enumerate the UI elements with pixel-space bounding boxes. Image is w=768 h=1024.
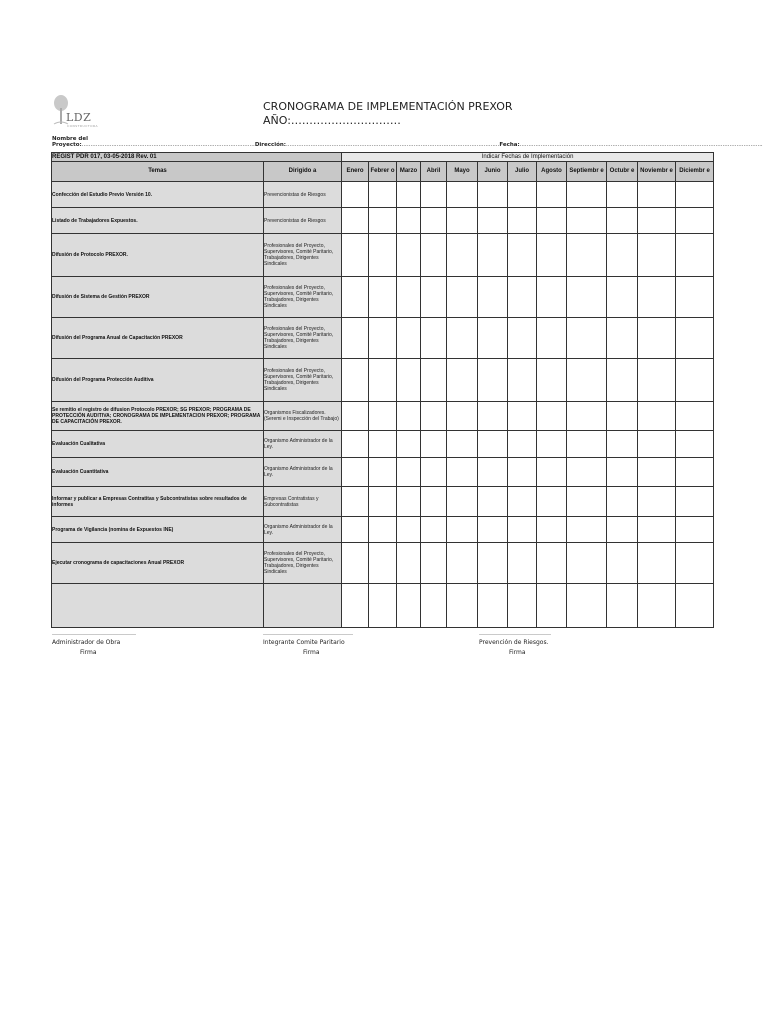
date-cell[interactable] bbox=[537, 431, 567, 458]
date-cell[interactable] bbox=[607, 543, 638, 584]
tema-cell: Se remitio el registro de difusion Protocolo PREXOR; SG PREXOR; PROGRAMA DE PROTECCIÓN AUDITIVA; CRONOGRAMA DE IMPLEMENTACION PREXOR; PROGRAMA DE CAPACITACIÓN PREXOR. bbox=[52, 402, 264, 431]
date-cell[interactable] bbox=[638, 182, 676, 208]
dirigido-cell: Profesionales del Proyecto, Supervisores, Comité Paritario, Trabajadores, Dirigentes Sindicales bbox=[264, 234, 342, 277]
date-cell[interactable] bbox=[447, 431, 478, 458]
date-cell[interactable] bbox=[537, 359, 567, 402]
date-cell[interactable] bbox=[638, 359, 676, 402]
date-cell[interactable] bbox=[638, 517, 676, 543]
date-cell[interactable] bbox=[397, 277, 421, 318]
date-cell[interactable] bbox=[607, 277, 638, 318]
date-cell[interactable] bbox=[478, 543, 508, 584]
date-cell[interactable] bbox=[638, 543, 676, 584]
dirigido-cell: Prevencionistas de Riesgos bbox=[264, 208, 342, 234]
date-label: Fecha: bbox=[499, 142, 520, 148]
date-cell[interactable] bbox=[447, 208, 478, 234]
date-cell[interactable] bbox=[638, 458, 676, 487]
signature-line: ……………………………………… bbox=[263, 630, 353, 637]
date-cell[interactable] bbox=[676, 277, 714, 318]
col-month: Septiembr e bbox=[567, 162, 607, 182]
date-cell[interactable] bbox=[421, 182, 447, 208]
date-cell[interactable] bbox=[397, 359, 421, 402]
date-cell[interactable] bbox=[342, 431, 369, 458]
date-cell[interactable] bbox=[537, 182, 567, 208]
date-cell[interactable] bbox=[397, 584, 421, 628]
date-cell[interactable] bbox=[638, 208, 676, 234]
date-cell[interactable] bbox=[607, 487, 638, 517]
date-cell[interactable] bbox=[447, 584, 478, 628]
date-cell[interactable] bbox=[421, 458, 447, 487]
tema-cell: Difusión de Sistema de Gestión PREXOR bbox=[52, 277, 264, 318]
date-cell[interactable] bbox=[567, 182, 607, 208]
date-cell[interactable] bbox=[508, 318, 537, 359]
address-field: .......................................................................................................................... bbox=[286, 142, 500, 148]
col-month: Julio bbox=[508, 162, 537, 182]
date-cell[interactable] bbox=[478, 402, 508, 431]
date-cell[interactable] bbox=[369, 431, 397, 458]
col-temas: Temas bbox=[52, 162, 264, 182]
date-cell[interactable] bbox=[447, 487, 478, 517]
date-cell[interactable] bbox=[508, 402, 537, 431]
schedule-table bbox=[51, 152, 714, 628]
date-cell[interactable] bbox=[342, 182, 369, 208]
date-cell[interactable] bbox=[676, 431, 714, 458]
date-cell[interactable] bbox=[397, 318, 421, 359]
date-cell[interactable] bbox=[567, 458, 607, 487]
signature-comite bbox=[263, 630, 353, 656]
date-cell[interactable] bbox=[342, 487, 369, 517]
dirigido-cell: Organismos Fiscalizadores. (Seremi e Inspección del Trabajo) bbox=[264, 402, 342, 431]
date-cell[interactable] bbox=[567, 318, 607, 359]
date-cell[interactable] bbox=[421, 359, 447, 402]
project-meta-line bbox=[52, 136, 768, 148]
logo-text: LDZ bbox=[66, 111, 92, 124]
date-cell[interactable] bbox=[567, 487, 607, 517]
date-cell[interactable] bbox=[369, 584, 397, 628]
date-cell[interactable] bbox=[397, 517, 421, 543]
date-cell[interactable] bbox=[508, 487, 537, 517]
date-cell[interactable] bbox=[478, 431, 508, 458]
date-cell[interactable] bbox=[447, 458, 478, 487]
table-row bbox=[52, 182, 714, 208]
date-cell[interactable] bbox=[508, 234, 537, 277]
date-cell[interactable] bbox=[478, 208, 508, 234]
date-cell[interactable] bbox=[676, 584, 714, 628]
date-cell[interactable] bbox=[676, 517, 714, 543]
date-cell[interactable] bbox=[447, 277, 478, 318]
date-cell[interactable] bbox=[638, 234, 676, 277]
date-cell[interactable] bbox=[607, 517, 638, 543]
date-cell[interactable] bbox=[607, 458, 638, 487]
date-cell[interactable] bbox=[567, 543, 607, 584]
date-cell[interactable] bbox=[567, 584, 607, 628]
date-cell[interactable] bbox=[369, 458, 397, 487]
date-cell[interactable] bbox=[537, 318, 567, 359]
tema-cell: Difusión del Programa Anual de Capacitación PREXOR bbox=[52, 318, 264, 359]
date-cell[interactable] bbox=[607, 234, 638, 277]
date-cell[interactable] bbox=[369, 318, 397, 359]
date-cell[interactable] bbox=[537, 277, 567, 318]
date-cell[interactable] bbox=[369, 487, 397, 517]
date-cell[interactable] bbox=[369, 208, 397, 234]
date-cell[interactable] bbox=[537, 487, 567, 517]
date-cell[interactable] bbox=[342, 458, 369, 487]
date-cell[interactable] bbox=[676, 234, 714, 277]
date-cell[interactable] bbox=[478, 318, 508, 359]
date-cell[interactable] bbox=[397, 458, 421, 487]
date-cell[interactable] bbox=[369, 234, 397, 277]
table-row bbox=[52, 402, 714, 431]
date-cell[interactable] bbox=[508, 277, 537, 318]
date-cell[interactable] bbox=[421, 234, 447, 277]
dirigido-cell: Profesionales del Proyecto, Supervisores, Comité Paritario, Trabajadores, Dirigentes Sindicales bbox=[264, 277, 342, 318]
col-month: Noviembr e bbox=[638, 162, 676, 182]
date-cell[interactable] bbox=[397, 402, 421, 431]
date-cell[interactable] bbox=[607, 402, 638, 431]
date-cell[interactable] bbox=[421, 431, 447, 458]
date-cell[interactable] bbox=[676, 543, 714, 584]
date-cell[interactable] bbox=[607, 359, 638, 402]
dirigido-cell: Profesionales del Proyecto, Supervisores, Comité Paritario, Trabajadores, Dirigentes Sindicales bbox=[264, 318, 342, 359]
col-month: Agosto bbox=[537, 162, 567, 182]
date-cell[interactable] bbox=[607, 584, 638, 628]
tema-cell: Difusión del Programa Protección Auditiva bbox=[52, 359, 264, 402]
date-cell[interactable] bbox=[478, 517, 508, 543]
date-cell[interactable] bbox=[342, 543, 369, 584]
date-cell[interactable] bbox=[676, 182, 714, 208]
date-cell[interactable] bbox=[607, 318, 638, 359]
date-cell[interactable] bbox=[478, 487, 508, 517]
signature-role: Administrador de Obra bbox=[52, 639, 121, 646]
date-cell[interactable] bbox=[369, 277, 397, 318]
col-month: Junio bbox=[478, 162, 508, 182]
table-row bbox=[52, 234, 714, 277]
tema-cell: Confección del Estudio Previo Versión 10. bbox=[52, 182, 264, 208]
dirigido-cell: Profesionales del Proyecto, Supervisores, Comité Paritario, Trabajadores, Dirigentes Sindicales bbox=[264, 359, 342, 402]
date-cell[interactable] bbox=[421, 517, 447, 543]
date-cell[interactable] bbox=[447, 182, 478, 208]
date-cell[interactable] bbox=[397, 182, 421, 208]
signature-line: …………………………………… bbox=[52, 630, 136, 637]
col-dirigido: Dirigido a bbox=[264, 162, 342, 182]
dirigido-cell bbox=[264, 584, 342, 628]
date-cell[interactable] bbox=[447, 359, 478, 402]
date-cell[interactable] bbox=[607, 431, 638, 458]
date-cell[interactable] bbox=[537, 234, 567, 277]
date-cell[interactable] bbox=[567, 208, 607, 234]
col-month: Abril bbox=[421, 162, 447, 182]
col-month: Diciembr e bbox=[676, 162, 714, 182]
date-cell[interactable] bbox=[342, 234, 369, 277]
signature-firma: Firma bbox=[80, 649, 97, 656]
date-cell[interactable] bbox=[508, 182, 537, 208]
col-month: Enero bbox=[342, 162, 369, 182]
date-cell[interactable] bbox=[447, 517, 478, 543]
date-cell[interactable] bbox=[369, 182, 397, 208]
date-cell[interactable] bbox=[537, 458, 567, 487]
date-cell[interactable] bbox=[676, 359, 714, 402]
date-cell[interactable] bbox=[508, 359, 537, 402]
date-cell[interactable] bbox=[508, 584, 537, 628]
date-cell[interactable] bbox=[478, 234, 508, 277]
date-cell[interactable] bbox=[508, 517, 537, 543]
tema-cell: Informar y publicar a Empresas Contratitas y Subcontratistas sobre resultados de informes bbox=[52, 487, 264, 517]
year-field: AÑO:………………………… bbox=[263, 114, 401, 127]
page-title: CRONOGRAMA DE IMPLEMENTACIÓN PREXOR bbox=[263, 100, 513, 113]
date-cell[interactable] bbox=[397, 543, 421, 584]
date-cell[interactable] bbox=[397, 487, 421, 517]
date-cell[interactable] bbox=[607, 182, 638, 208]
date-field: ........................................................................................................................................... bbox=[519, 142, 763, 148]
date-cell[interactable] bbox=[342, 359, 369, 402]
date-cell[interactable] bbox=[567, 517, 607, 543]
date-cell[interactable] bbox=[342, 402, 369, 431]
signature-role: Prevención de Riesgos. bbox=[479, 639, 549, 646]
date-cell[interactable] bbox=[478, 359, 508, 402]
date-cell[interactable] bbox=[397, 234, 421, 277]
dirigido-cell: Organismo Administrador de la Ley. bbox=[264, 431, 342, 458]
date-cell[interactable] bbox=[342, 208, 369, 234]
col-month: Octubr e bbox=[607, 162, 638, 182]
date-cell[interactable] bbox=[478, 277, 508, 318]
tema-cell: Evaluación Cuantitativa bbox=[52, 458, 264, 487]
dirigido-cell: Empresas Contratistas y Subcontratistas bbox=[264, 487, 342, 517]
date-cell[interactable] bbox=[638, 487, 676, 517]
date-cell[interactable] bbox=[447, 234, 478, 277]
date-cell[interactable] bbox=[567, 402, 607, 431]
date-cell[interactable] bbox=[537, 543, 567, 584]
tema-cell: Difusión de Protocolo PREXOR. bbox=[52, 234, 264, 277]
date-cell[interactable] bbox=[567, 277, 607, 318]
signature-firma: Firma bbox=[509, 649, 526, 656]
date-cell[interactable] bbox=[397, 431, 421, 458]
date-cell[interactable] bbox=[421, 277, 447, 318]
date-cell[interactable] bbox=[638, 431, 676, 458]
signature-line: ……………………………… bbox=[479, 630, 551, 637]
date-cell[interactable] bbox=[421, 208, 447, 234]
date-cell[interactable] bbox=[421, 543, 447, 584]
date-cell[interactable] bbox=[447, 402, 478, 431]
signature-role: Integrante Comite Paritario bbox=[263, 639, 345, 646]
date-cell[interactable] bbox=[676, 318, 714, 359]
table-row bbox=[52, 543, 714, 584]
col-month: Mayo bbox=[447, 162, 478, 182]
date-cell[interactable] bbox=[478, 458, 508, 487]
project-field: ................................................................................................... bbox=[81, 142, 255, 148]
date-cell[interactable] bbox=[342, 318, 369, 359]
tema-cell: Programa de Vigilancia (nomina de Expuestos INE) bbox=[52, 517, 264, 543]
date-cell[interactable] bbox=[676, 402, 714, 431]
dirigido-cell: Profesionales del Proyecto, Supervisores, Comité Paritario, Trabajadores, Dirigentes Sindicales bbox=[264, 543, 342, 584]
date-cell[interactable] bbox=[421, 402, 447, 431]
date-cell[interactable] bbox=[567, 234, 607, 277]
date-cell[interactable] bbox=[638, 318, 676, 359]
date-cell[interactable] bbox=[342, 517, 369, 543]
date-cell[interactable] bbox=[676, 458, 714, 487]
date-cell[interactable] bbox=[537, 584, 567, 628]
dirigido-cell: Organismo Administrador de la Ley. bbox=[264, 458, 342, 487]
implementation-dates-header: Indicar Fechas de Implementación bbox=[342, 153, 714, 162]
col-month: Marzo bbox=[397, 162, 421, 182]
col-month: Febrer o bbox=[369, 162, 397, 182]
date-cell[interactable] bbox=[508, 431, 537, 458]
date-cell[interactable] bbox=[447, 543, 478, 584]
logo-subtext: CONSTRUCTORA bbox=[67, 124, 99, 128]
date-cell[interactable] bbox=[478, 584, 508, 628]
date-cell[interactable] bbox=[342, 584, 369, 628]
table-row bbox=[52, 277, 714, 318]
date-cell[interactable] bbox=[638, 402, 676, 431]
date-cell[interactable] bbox=[421, 584, 447, 628]
date-cell[interactable] bbox=[421, 487, 447, 517]
tema-cell bbox=[52, 584, 264, 628]
date-cell[interactable] bbox=[508, 208, 537, 234]
tema-cell: Evaluación Cualitativa bbox=[52, 431, 264, 458]
dirigido-cell: Prevencionistas de Riesgos bbox=[264, 182, 342, 208]
date-cell[interactable] bbox=[537, 402, 567, 431]
date-cell[interactable] bbox=[607, 208, 638, 234]
date-cell[interactable] bbox=[369, 359, 397, 402]
table-row bbox=[52, 359, 714, 402]
date-cell[interactable] bbox=[369, 543, 397, 584]
register-code: REGIST PDR 017, 03-05-2018 Rev. 01 bbox=[52, 153, 342, 162]
date-cell[interactable] bbox=[369, 402, 397, 431]
date-cell[interactable] bbox=[478, 182, 508, 208]
signature-admin bbox=[52, 630, 136, 656]
tema-cell: Ejecutar cronograma de capacitaciones Anual PREXOR bbox=[52, 543, 264, 584]
signature-firma: Firma bbox=[303, 649, 320, 656]
date-cell[interactable] bbox=[369, 517, 397, 543]
date-cell[interactable] bbox=[638, 584, 676, 628]
tema-cell: Listado de Trabajadores Expuestos. bbox=[52, 208, 264, 234]
date-cell[interactable] bbox=[508, 543, 537, 584]
date-cell[interactable] bbox=[397, 208, 421, 234]
dirigido-cell: Organismo Administrador de la Ley. bbox=[264, 517, 342, 543]
date-cell[interactable] bbox=[567, 431, 607, 458]
table-row bbox=[52, 431, 714, 458]
table-row bbox=[52, 584, 714, 628]
table-row bbox=[52, 458, 714, 487]
date-cell[interactable] bbox=[567, 359, 607, 402]
table-row bbox=[52, 318, 714, 359]
date-cell[interactable] bbox=[537, 517, 567, 543]
date-cell[interactable] bbox=[537, 208, 567, 234]
date-cell[interactable] bbox=[638, 277, 676, 318]
project-label: Nombre del Proyecto: bbox=[52, 136, 88, 148]
date-cell[interactable] bbox=[676, 208, 714, 234]
table-row bbox=[52, 517, 714, 543]
table-row bbox=[52, 208, 714, 234]
date-cell[interactable] bbox=[421, 318, 447, 359]
date-cell[interactable] bbox=[676, 487, 714, 517]
address-label: Dirección: bbox=[254, 142, 287, 148]
date-cell[interactable] bbox=[447, 318, 478, 359]
table-row bbox=[52, 487, 714, 517]
date-cell[interactable] bbox=[508, 458, 537, 487]
date-cell[interactable] bbox=[342, 277, 369, 318]
signature-prevencion bbox=[479, 630, 551, 656]
